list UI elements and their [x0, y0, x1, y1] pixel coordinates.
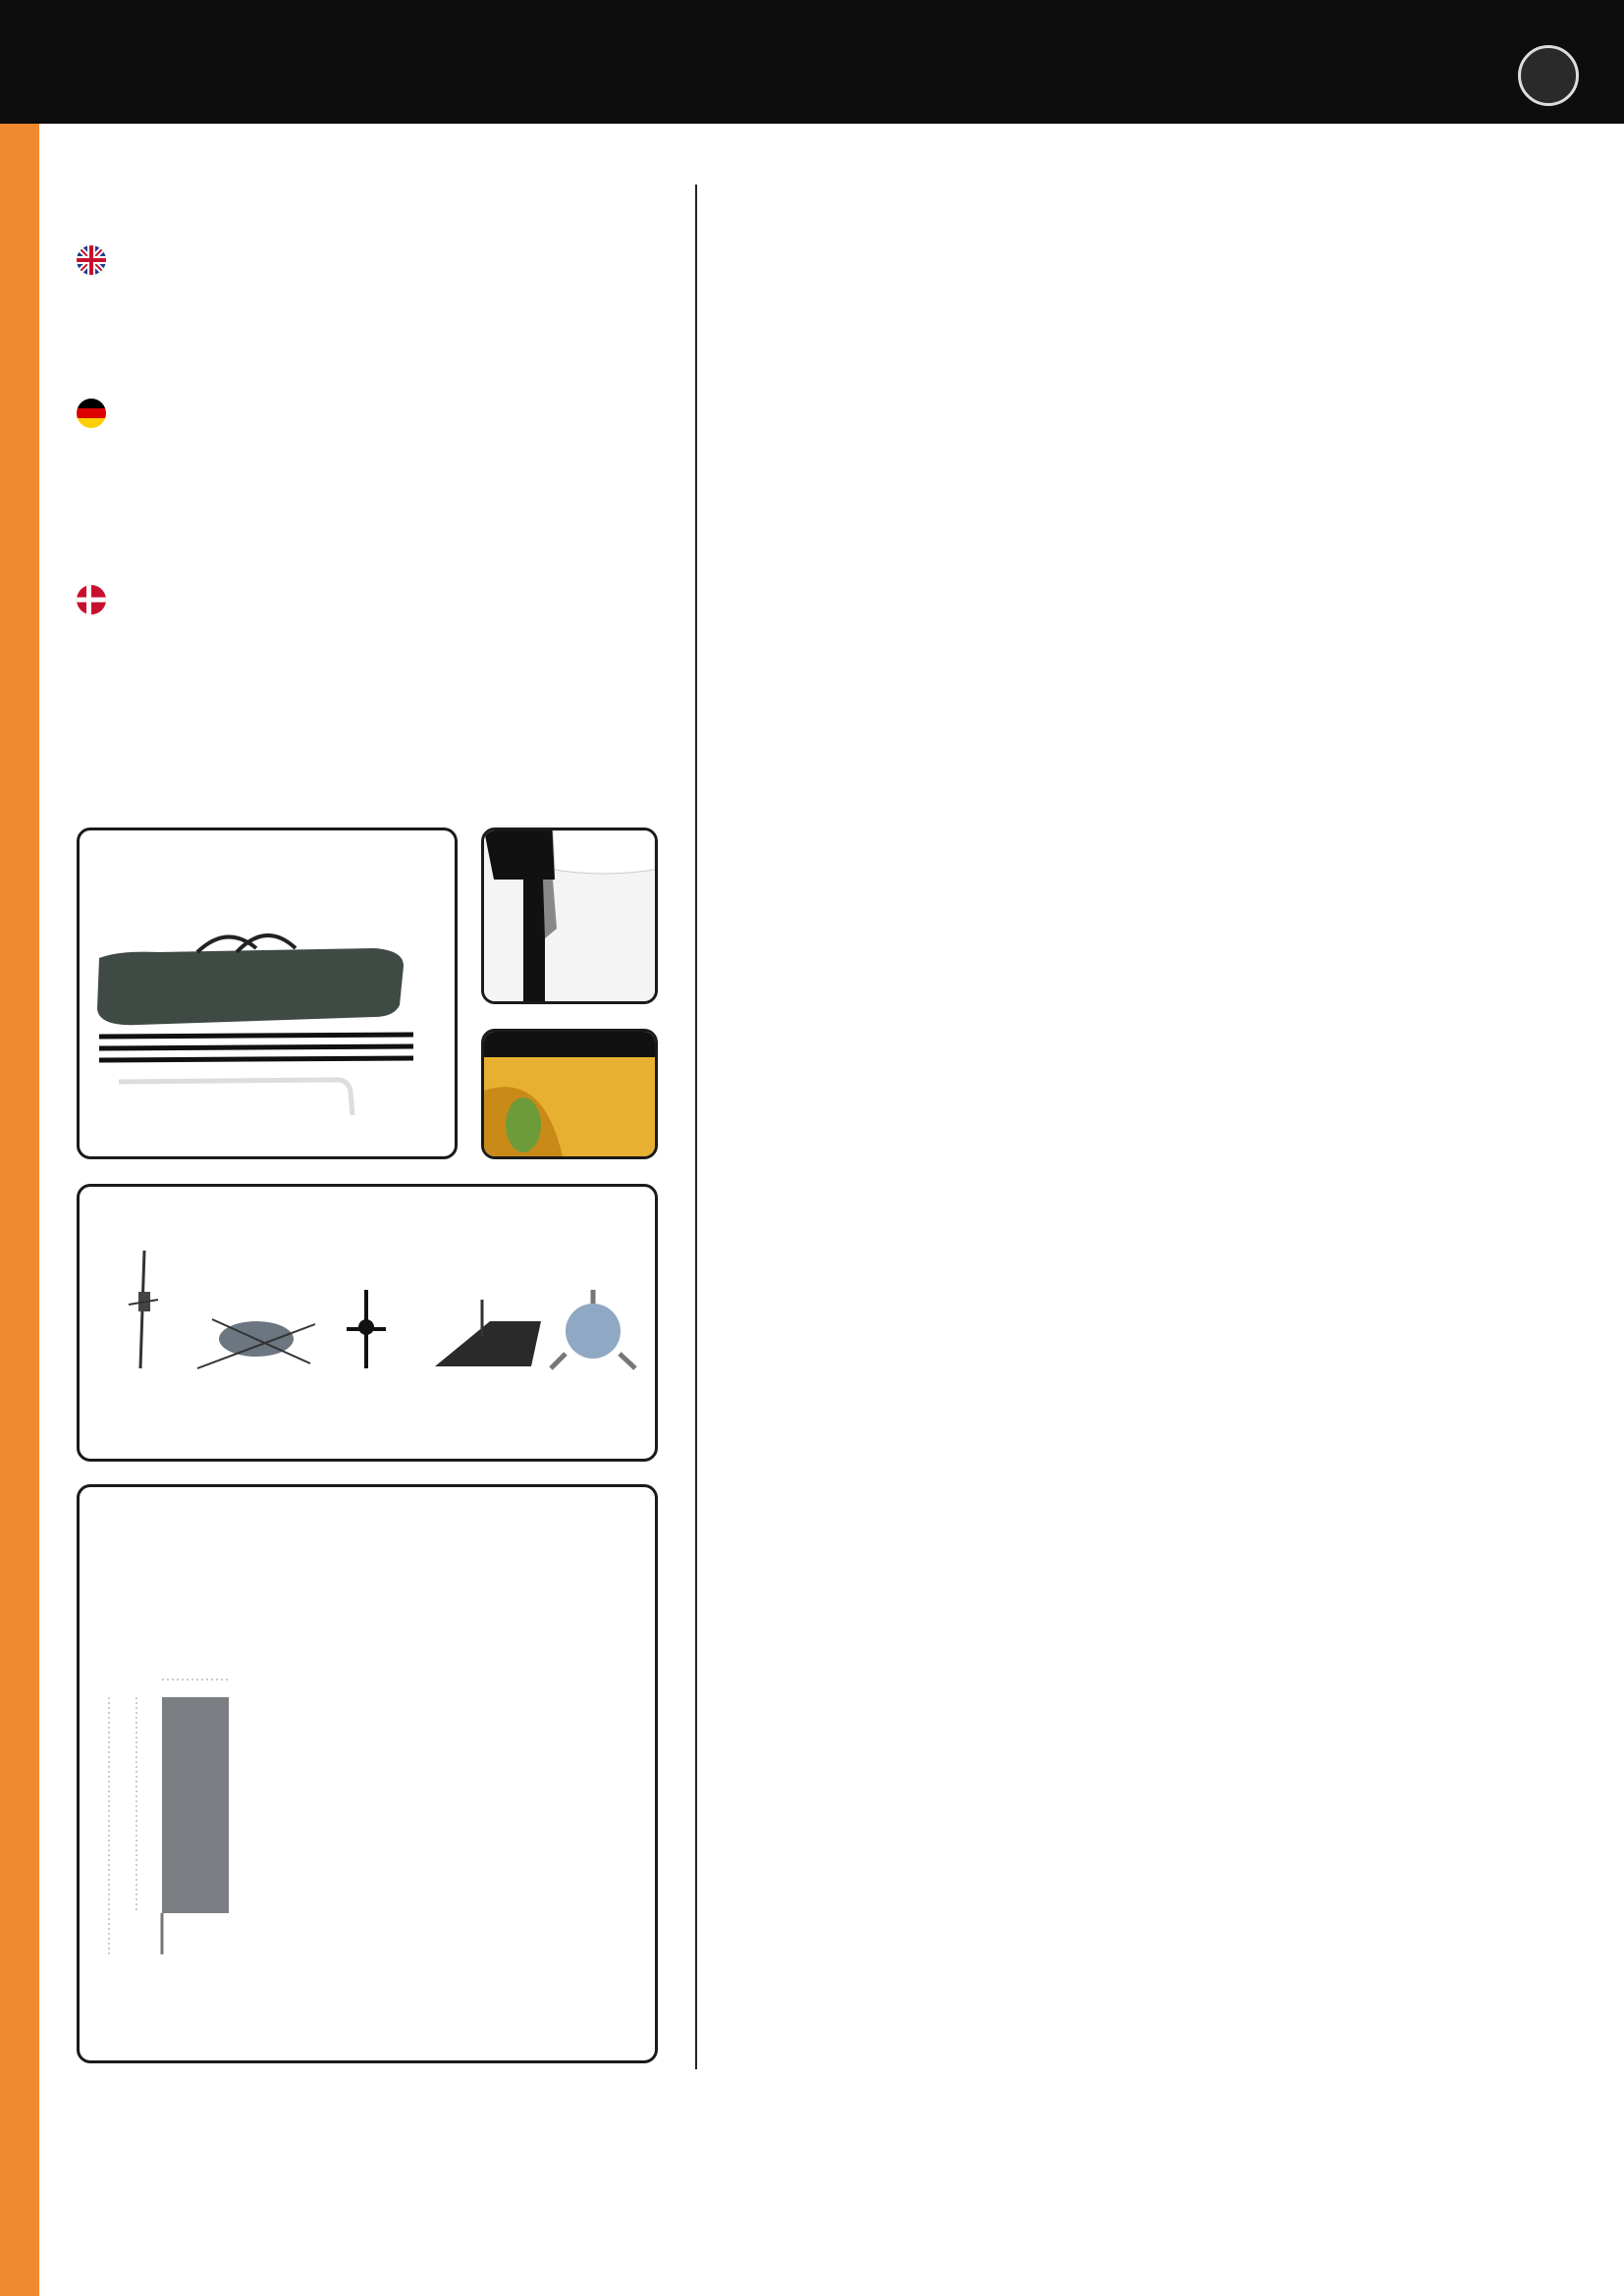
german-flag-icon	[77, 399, 106, 428]
column-divider	[695, 185, 697, 2069]
feet-options-panel	[77, 1184, 658, 1462]
description-da	[77, 585, 676, 618]
side-accent-bar	[0, 124, 39, 2296]
foot-442-icon	[347, 1290, 386, 1368]
pole-hook-detail-photo	[481, 828, 658, 1004]
foot-444-icon	[551, 1290, 635, 1368]
size-comparison-panel	[77, 1484, 658, 2063]
brand-logo	[1518, 45, 1579, 106]
bag-and-poles-photo	[77, 828, 458, 1159]
description-de	[77, 399, 676, 432]
flag-sleeve-detail-photo	[481, 1029, 658, 1159]
foot-441-icon	[197, 1319, 315, 1368]
foot-440-icon	[129, 1251, 158, 1368]
foot-443-icon	[435, 1300, 541, 1366]
uk-flag-icon	[77, 245, 106, 275]
page-header	[0, 0, 1624, 124]
flag-s-shape	[162, 1697, 229, 1913]
danish-flag-icon	[77, 585, 106, 614]
description-en	[77, 245, 676, 279]
